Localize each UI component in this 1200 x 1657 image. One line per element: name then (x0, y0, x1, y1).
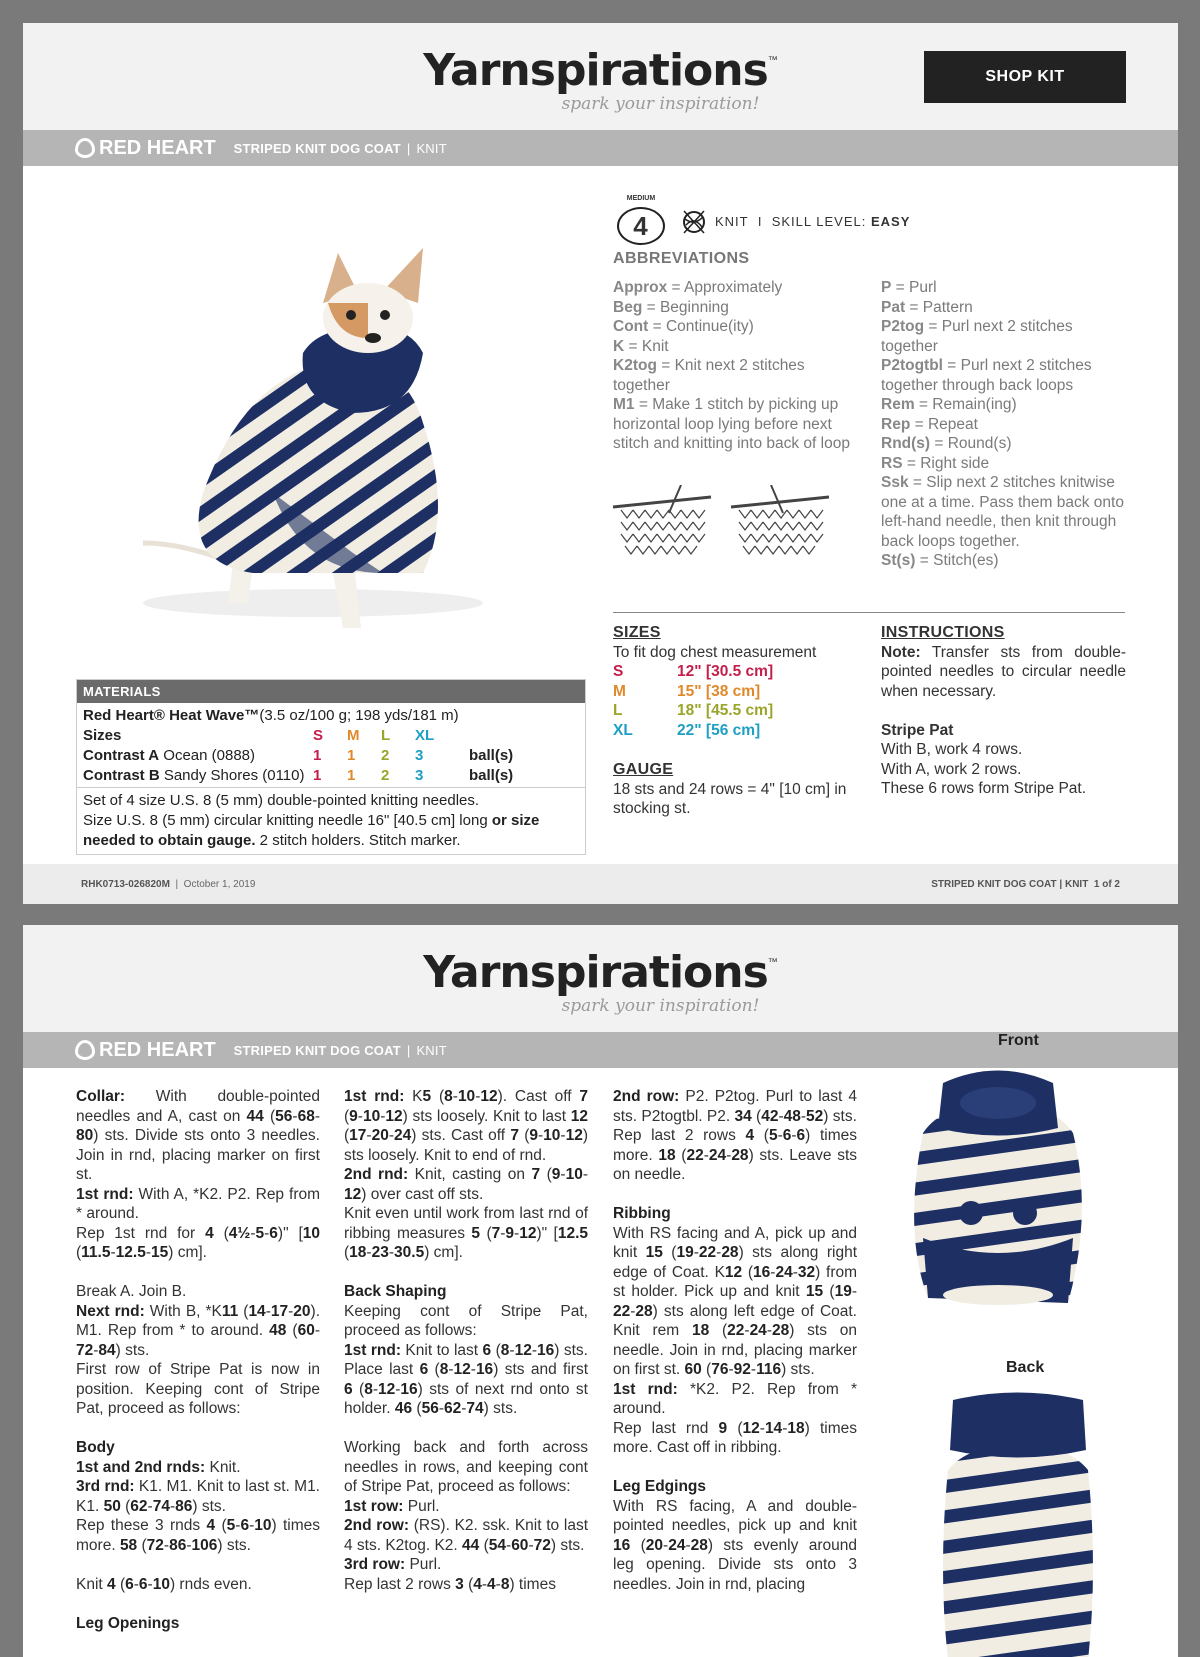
yarnspirations-logo[interactable]: Yarnspirations™ spark your inspiration! (423, 947, 778, 1016)
back-caption: Back (1006, 1359, 1045, 1376)
abbreviation-entry: Ssk = Slip next 2 stitches knitwise one at a time. Pass them back onto left-hand needle, then knit through back loops together. (881, 474, 1124, 550)
pattern-breadcrumb: STRIPED KNIT DOG COAT | KNIT (233, 140, 447, 156)
front-caption: Front (998, 1032, 1039, 1049)
abbreviation-entry: K = Knit (613, 337, 669, 355)
gauge-section: GAUGE 18 sts and 24 rows = 4" [10 cm] in stocking st. (613, 761, 847, 817)
page-footer: RHK0713-026820M | October 1, 2019 STRIPED KNIT DOG COAT | KNIT 1 of 2 (23, 864, 1178, 904)
abbreviation-entry: St(s) = Stitch(es) (881, 552, 999, 569)
abbreviation-entry: M1 = Make 1 stitch by picking up horizontal loop lying before next stitch and knitting into back of loop (613, 396, 850, 452)
abbreviations-title: ABBREVIATIONS (613, 250, 750, 267)
contrast-a-row: Contrast A Ocean (0888) 1 1 2 3 ball(s) (83, 746, 514, 764)
abbreviation-entry: K2tog = Knit next 2 stitches together (613, 357, 805, 394)
materials-box (76, 679, 586, 855)
heart-icon (75, 1040, 95, 1060)
abbreviation-entry: RS = Right side (881, 454, 990, 472)
abbreviation-entry: P = Purl (881, 279, 937, 296)
abbreviation-entry: Beg = Beginning (613, 298, 729, 316)
k2tog-diagram (611, 485, 831, 563)
page-header (23, 925, 1178, 1032)
instructions-col-1: Collar: With double-pointed needles and A, cast on 44 (56-68-80) sts. Divide sts onto 3 needles. Join in rnd, placing marker on first st. 1st rnd: With A, *K2. P2. Rep from * around. Rep 1st rnd for 4 (4½-5-6)" [10 (11.5-12.5-15) cm]. Break A. Join B. Next rnd: With B, *K11 (14-17-20). M1. Rep from * to around. 48 (60-72-84) sts. First row of Stripe Pat is now in position. Keeping cont of Stripe Pat, proceed as follows: Body 1st and 2nd rnds: Knit. 3rd rnd: K1. M1. Knit to last st. M1. K1. 50 (62-74-86) sts. Rep these 3 rnds 4 (5-6-10) times more. 58 (72-86-106) sts. Knit 4 (6-6-10) rnds even. Leg Openings (76, 1088, 321, 1632)
skill-level-row: MEDIUM 4 KNIT I SKILL LEVEL: EASY (613, 195, 910, 247)
size-row-l: L 18" [45.5 cm] (613, 702, 774, 719)
brand-band: RED HEART STRIPED KNIT DOG COAT | KNIT (23, 1032, 1178, 1068)
instructions-section: INSTRUCTIONS Note: Transfer sts from double-pointed needles to circular needle when necessary. Stripe Pat With B, work 4 rows. With A, work 2 rows. These 6 rows form Stripe Pat. (881, 624, 1126, 797)
abbreviation-entry: Rem = Remain(ing) (881, 396, 1017, 413)
materials-notes: Set of 4 size U.S. 8 (5 mm) double-pointed knitting needles. Size U.S. 8 (5 mm) circular knitting needle 16" [40.5 cm] long or size needed to obtain gauge. 2 stitch holders. Stitch marker. (77, 787, 585, 854)
dog-in-sweater-photo (123, 243, 523, 643)
pattern-page-1 (23, 23, 1178, 904)
abbreviations-right (881, 278, 1126, 571)
section-divider (613, 612, 1125, 613)
size-row-s: S 12" [30.5 cm] (613, 663, 774, 680)
yarn-line: Red Heart® Heat Wave™ (3.5 oz/100 g; 198 yds/181 m) (83, 706, 459, 724)
instructions-col-2: 1st rnd: K5 (8-10-12). Cast off 7 (9-10-12) sts loosely. Knit to last 12 (17-20-24) sts. Cast off 7 (9-10-12) sts loosely. Knit to end of rnd. 2nd rnd: Knit, casting on 7 (9-10-12) over cast off sts. Knit even until work from last rnd of ribbing measures 5 (7-9-12)" [12.5 (18-23-30.5) cm]. Back Shaping Keeping cont of Stripe Pat, proceed as follows: 1st rnd: Knit to last 6 (8-12-16) sts. Place last 6 (8-12-16) sts and first 6 (8-12-16) sts of next rnd onto st holder. 46 (56-62-74) sts. Working back and forth across needles in rows, and keeping cont of Stripe Pat, proceed as follows: 1st row: Purl. 2nd row: (RS). K2. ssk. Knit to last 4 sts. K2tog. K2. 44 (54-60-72) sts. 3rd row: Purl. Rep last 2 rows 3 (4-4-8) times (344, 1088, 589, 1593)
coat-front-photo (903, 1063, 1093, 1318)
abbreviations-left (613, 278, 853, 454)
abbreviation-entry: Rep = Repeat (881, 415, 978, 433)
abbreviation-entry: Rnd(s) = Round(s) (881, 435, 1012, 452)
yarnspirations-logo[interactable]: Yarnspirations™ spark your inspiration! (23, 45, 1178, 114)
yarn-ball-icon (681, 208, 707, 234)
abbreviation-entry: Pat = Pattern (881, 298, 973, 316)
yarn-weight-icon: MEDIUM 4 (613, 195, 669, 247)
materials-title: MATERIALS (77, 680, 585, 703)
size-row-m: M 15" [38 cm] (613, 682, 761, 700)
abbreviation-entry: Approx = Approximately (613, 279, 783, 296)
shop-kit-button[interactable]: SHOP KIT (924, 51, 1126, 103)
abbreviation-entry: P2togtbl = Purl next 2 stitches together through back loops (881, 357, 1092, 394)
logo-word: Yarnspirations (423, 45, 768, 96)
size-row-xl: XL 22" [56 cm] (613, 721, 761, 739)
coat-back-photo (923, 1390, 1113, 1657)
contrast-b-row: Contrast B Sandy Shores (0110) 1 1 2 3 ball(s) (83, 766, 514, 784)
instructions-col-3: 2nd row: P2. P2tog. Purl to last 4 sts. P2togtbl. P2. 34 (42-48-52) sts. Rep last 2 rows 4 (5-6-6) times more. 18 (22-24-28) sts. Leave sts on needle. Ribbing With RS facing and A, pick up and knit 15 (19-22-28) sts along right edge of Coat. K12 (16-24-32) from st holder. Pick up and knit 15 (19-22-28) sts along left edge of Coat. Knit rem 18 (22-24-28) sts on needle. Join in rnd, placing marker on first st. 60 (76-92-116) sts. 1st rnd: *K2. P2. Rep from * around. Rep last rnd 9 (12-14-18) times more. Cast off in ribbing. Leg Edgings With RS facing, A and double-pointed needles, pick up and knit 16 (20-24-28) sts evenly around leg opening. Divide sts onto 3 needles. Join in rnd, placing (613, 1088, 858, 1593)
pattern-page-2 (23, 925, 1178, 1657)
abbreviation-entry: P2tog = Purl next 2 stitches together (881, 318, 1073, 355)
stripe-pat-title: Stripe Pat (881, 721, 954, 739)
heart-icon (75, 138, 95, 158)
red-heart-brand: RED HEART (75, 137, 216, 160)
sizes-header-row: Sizes S M L XL (83, 726, 435, 744)
sizes-section: SIZES To fit dog chest measurement S 12" [30.5 cm] M 15" [38 cm] L 18" [45.5 cm] XL 22" [56 cm] (613, 623, 863, 740)
page-header (23, 23, 1178, 130)
brand-band (23, 130, 1178, 166)
abbreviation-entry: Cont = Continue(ity) (613, 318, 754, 335)
logo-tagline: spark your inspiration! (561, 94, 760, 114)
